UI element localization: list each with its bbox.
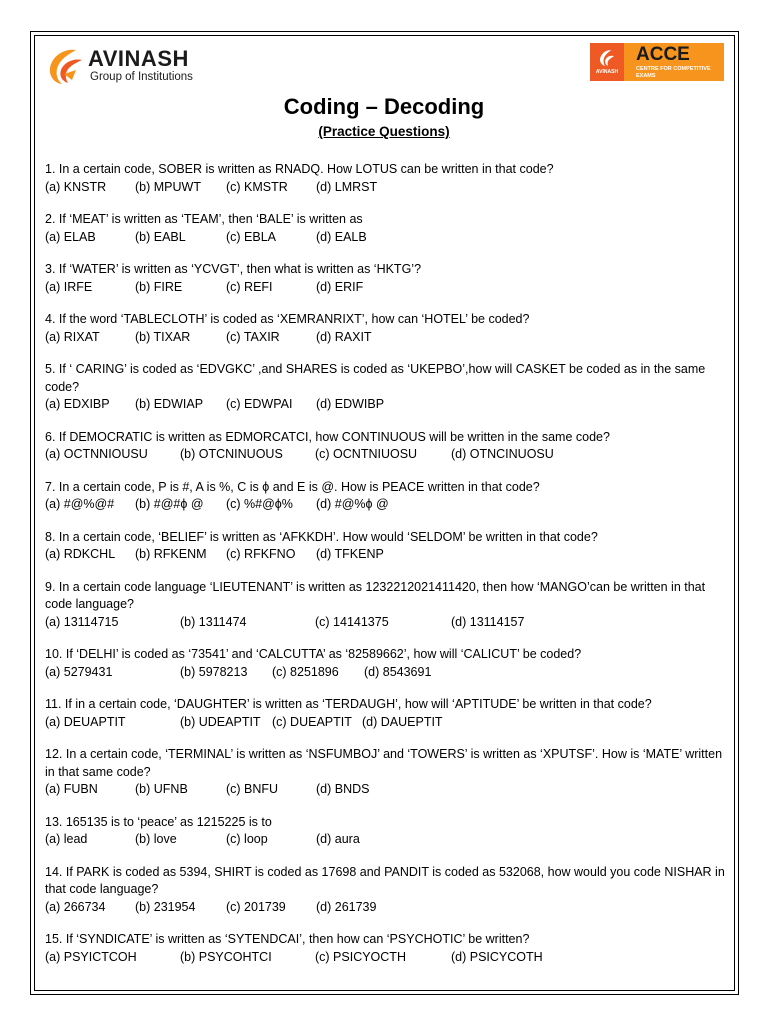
- question-9: [45, 579, 731, 632]
- option-a: (a) #@%@#: [45, 497, 115, 511]
- avinash-logo: [46, 46, 216, 88]
- option-b: (b) OTCNINUOUS: [180, 447, 283, 461]
- question-text: 9. In a certain code language ‘LIEUTENANT’ is written as 1232212021411420, then how ‘MANGO’can be written in that code language?: [45, 579, 706, 611]
- option-a: (a) DEUAPTIT: [45, 714, 126, 729]
- option-c: (c) PSICYOCTH: [315, 949, 406, 964]
- option-a: (a) RIXAT: [45, 329, 100, 344]
- option-b: (b) love: [135, 832, 177, 846]
- option-d: (d) TFKENP: [316, 547, 384, 561]
- question-5: [45, 361, 731, 414]
- options-row: [45, 949, 731, 967]
- question-7: [45, 479, 731, 514]
- options-row: [45, 664, 731, 682]
- option-c: (c) EBLA: [226, 229, 277, 244]
- acce-logo-small-text: AVINASH: [595, 69, 619, 75]
- options-row: [45, 546, 731, 564]
- page-subtitle-text: (Practice Questions): [318, 124, 450, 139]
- option-b: (b) FIRE: [135, 279, 183, 294]
- option-d: (d) OTNCINUOSU: [451, 447, 554, 461]
- option-c: (c) DUEAPTIT: [272, 714, 352, 729]
- question-text: 8. In a certain code, ‘BELIEF’ is written as ‘AFKKDH’. How would ‘SELDOM’ be written in that code?: [45, 529, 598, 544]
- option-c: (c) loop: [226, 832, 268, 846]
- question-text: 14. If PARK is coded as 5394, SHIRT is coded as 17698 and PANDIT is coded as 532068, how would you code NISHAR in that code language?: [45, 864, 725, 896]
- option-a: (a) IRFE: [45, 279, 93, 294]
- question-text: 3. If ‘WATER’ is written as ‘YCVGT’, then what is written as ‘HKTG’?: [45, 262, 422, 276]
- question-14: [45, 864, 731, 917]
- option-a: (a) ELAB: [45, 229, 96, 244]
- option-b: (b) EDWIAP: [135, 397, 204, 411]
- question-text: 11. If in a certain code, ‘DAUGHTER’ is written as ‘TERDAUGH’, how will ‘APTITUDE’ be written in that code?: [45, 697, 652, 711]
- option-b: (b) MPUWT: [135, 179, 201, 194]
- option-b: (b) PSYCOHTCI: [180, 949, 272, 964]
- question-text: 13. 165135 is to ‘peace’ as 1215225 is to: [45, 814, 272, 829]
- question-3: [45, 261, 731, 296]
- question-11: [45, 696, 731, 731]
- option-a: (a) 5279431: [45, 664, 113, 679]
- option-b: (b) 5978213: [180, 664, 248, 679]
- option-a: (a) PSYICTCOH: [45, 949, 137, 964]
- option-b: (b) 1311474: [180, 614, 247, 629]
- options-row: [45, 279, 731, 297]
- options-row: [45, 446, 731, 464]
- options-row: [45, 329, 731, 347]
- option-a: (a) EDXIBP: [45, 397, 110, 411]
- options-row: [45, 396, 731, 414]
- option-d: (d) 8543691: [364, 664, 432, 679]
- option-d: (d) RAXIT: [316, 329, 372, 344]
- option-c: (c) RFKFNO: [226, 547, 296, 561]
- brand-tagline: Group of Institutions: [90, 71, 193, 83]
- option-c: (c) EDWPAI: [226, 397, 293, 411]
- page-subtitle: [0, 123, 768, 141]
- option-b: (b) RFKENM: [135, 547, 207, 561]
- question-text: 12. In a certain code, ‘TERMINAL’ is written as ‘NSFUMBOJ’ and ‘TOWERS’ is written as ‘XPUTSF’. How is ‘MATE’ written in that same code?: [45, 747, 723, 779]
- option-d: (d) EALB: [316, 229, 367, 244]
- option-b: (b) UDEAPTIT: [180, 714, 261, 729]
- options-row: [45, 496, 731, 514]
- question-1: [45, 161, 731, 196]
- options-row: [45, 899, 731, 917]
- options-row: [45, 714, 731, 732]
- option-d: (d) DAUEPTIT: [362, 714, 443, 729]
- option-b: (b) 231954: [135, 899, 196, 914]
- question-text: 15. If ‘SYNDICATE’ is written as ‘SYTENDCAI’, then how can ‘PSYCHOTIC’ be written?: [45, 932, 530, 946]
- brand-name: AVINASH: [88, 46, 189, 71]
- question-text: 7. In a certain code, P is #, A is %, C is ϕ and E is @. How is PEACE written in that code?: [45, 479, 540, 494]
- acce-logo-mark: [590, 43, 624, 81]
- question-list: [45, 161, 731, 981]
- option-a: (a) KNSTR: [45, 179, 107, 194]
- options-row: [45, 614, 731, 632]
- question-15: [45, 931, 731, 966]
- option-b: (b) EABL: [135, 229, 186, 244]
- question-text: 5. If ‘ CARING’ is coded as ‘EDVGKC’ ,and SHARES is coded as ‘UKEPBO’,how will CASKET be coded as in the same code?: [45, 362, 706, 394]
- option-d: (d) ERIF: [316, 279, 364, 294]
- question-6: [45, 429, 731, 464]
- acce-swoosh-icon: [599, 49, 615, 67]
- avinash-swoosh-icon: [46, 46, 88, 86]
- option-d: (d) EDWIBP: [316, 397, 385, 411]
- option-d: (d) #@%ϕ @: [316, 497, 389, 511]
- options-row: [45, 781, 731, 799]
- question-12: [45, 746, 731, 799]
- question-8: [45, 529, 731, 564]
- question-13: [45, 814, 731, 849]
- option-d: (d) 261739: [316, 899, 377, 914]
- option-d: (d) BNDS: [316, 782, 370, 796]
- option-c: (c) 8251896: [272, 664, 339, 679]
- option-b: (b) UFNB: [135, 782, 188, 796]
- option-a: (a) OCTNNIOUSU: [45, 447, 148, 461]
- option-b: (b) TIXAR: [135, 329, 191, 344]
- question-10: [45, 646, 731, 681]
- option-a: (a) 13114715: [45, 614, 119, 629]
- option-d: (d) 13114157: [451, 614, 525, 629]
- question-text: 10. If ‘DELHI’ is coded as ‘73541’ and ‘CALCUTTA’ as ‘82589662’, how will ‘CALICUT’ be coded?: [45, 647, 582, 661]
- option-c: (c) REFI: [226, 279, 273, 294]
- option-c: (c) BNFU: [226, 782, 279, 796]
- acce-logo-subtitle: CENTRE FOR COMPETITIVE EXAMS: [636, 66, 711, 79]
- options-row: [45, 831, 731, 849]
- acce-logo-text-block: [624, 43, 724, 81]
- question-4: [45, 311, 731, 346]
- question-text: 6. If DEMOCRATIC is written as EDMORCATCI, how CONTINUOUS will be written in the same code?: [45, 429, 610, 444]
- option-c: (c) 201739: [226, 899, 286, 914]
- option-d: (d) PSICYCOTH: [451, 949, 543, 964]
- option-b: (b) #@#ϕ @: [135, 497, 204, 511]
- question-2: [45, 211, 731, 246]
- option-c: (c) %#@ϕ%: [226, 497, 293, 511]
- option-c: (c) 14141375: [315, 614, 389, 629]
- options-row: [45, 229, 731, 247]
- page-title: Coding – Decoding: [283, 94, 485, 119]
- option-a: (a) RDKCHL: [45, 547, 116, 561]
- option-c: (c) TAXIR: [226, 329, 280, 344]
- option-a: (a) lead: [45, 832, 88, 846]
- question-text: 2. If ‘MEAT’ is written as ‘TEAM’, then ‘BALE’ is written as: [45, 212, 363, 226]
- option-c: (c) KMSTR: [226, 179, 288, 194]
- question-text: 4. If the word ‘TABLECLOTH’ is coded as ‘XEMRANRIXT’, how can ‘HOTEL’ be coded?: [45, 312, 530, 326]
- acce-logo: [590, 43, 724, 81]
- acce-logo-name: ACCE: [636, 44, 690, 65]
- option-a: (a) 266734: [45, 899, 106, 914]
- option-c: (c) OCNTNIUOSU: [315, 447, 418, 461]
- option-d: (d) aura: [316, 832, 360, 846]
- options-row: [45, 179, 731, 197]
- option-a: (a) FUBN: [45, 782, 98, 796]
- question-text: 1. In a certain code, SOBER is written as RNADQ. How LOTUS can be written in that code?: [45, 162, 554, 176]
- option-d: (d) LMRST: [316, 179, 378, 194]
